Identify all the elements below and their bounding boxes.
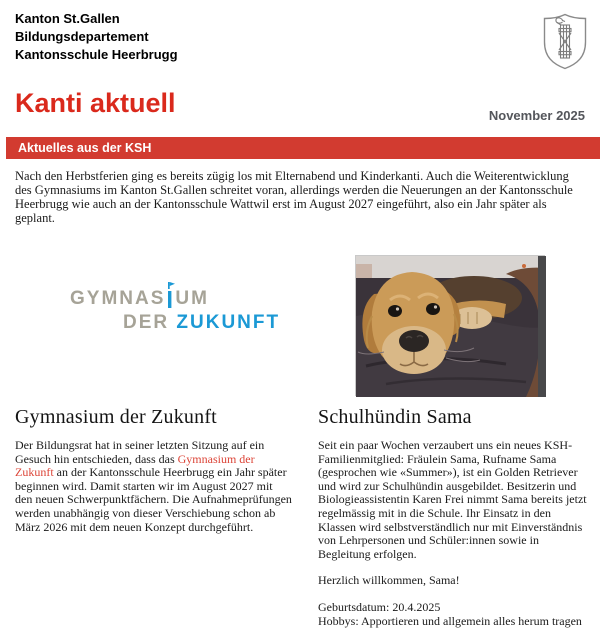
flag-icon bbox=[165, 282, 175, 308]
logo-line-1: GYMNAS UM bbox=[70, 282, 280, 311]
logo-line-2: DER ZUKUNFT bbox=[123, 312, 281, 333]
issue-date: November 2025 bbox=[488, 108, 585, 123]
section-banner bbox=[6, 137, 600, 159]
article-gymnasium-der-zukunft bbox=[15, 406, 292, 547]
birthdate-line: Geburtsdatum: 20.4.2025 bbox=[318, 599, 441, 614]
article-title: Schulhündin Sama bbox=[318, 406, 472, 428]
intro-paragraph: Nach den Herbstferien ging es bereits zügig los mit Elternabend und Kinderkanti. Auch die Weiterentwicklung des Gymnasiums im Kanton St.Gallen schreitet voran, allerdings werden die Neuerungen an der Kantonsschule Heerbrugg wie auch an der Kantonsschule Wattwil erst im August 2027 eingeführt, also ein Jahr später als geplant. bbox=[15, 169, 573, 225]
dog-photo bbox=[355, 255, 545, 396]
gymnasium-der-zukunft-logo bbox=[70, 282, 280, 335]
hobbies-line: Hobbys: Apportieren und allgemein alles herum tragen bbox=[318, 613, 582, 628]
coat-of-arms-icon bbox=[543, 13, 587, 70]
gymnasium-der-zukunft-link[interactable]: Gymnasium der Zukunft bbox=[15, 451, 255, 480]
org-block bbox=[15, 10, 178, 64]
article-title: Gymnasium der Zukunft bbox=[15, 406, 217, 428]
org-line-canton: Kanton St.Gallen bbox=[15, 11, 120, 26]
article-schulhuendin-sama bbox=[318, 406, 587, 641]
dog-facts bbox=[318, 601, 587, 628]
article-paragraph: Seit ein paar Wochen verzaubert uns ein neues KSH-Familienmitglied: Fräulein Sama, Rufname Sama (gesprochen wie «Summer»), ist ein Golden Retriever und wird zur Schulhündin ausgebildet. Besitzerin und Biologieassistentin Karen Frei nimmt Sama bereits jetzt regelmässig mit in die Schule. Ihr Einsatz in den Klassen wird selbstverständlich nur mit Einverständnis von Lehrpersonen und Schüler:innen sowie in Begleitung erfolgen. bbox=[318, 438, 587, 561]
section-banner-label: Aktuelles aus der KSH bbox=[18, 141, 152, 155]
org-line-department: Bildungsdepartement bbox=[15, 29, 149, 44]
newsletter-title: Kanti aktuell bbox=[15, 88, 176, 118]
org-line-school: Kantonsschule Heerbrugg bbox=[15, 47, 178, 62]
welcome-line: Herzlich willkommen, Sama! bbox=[318, 573, 460, 588]
article-body: Der Bildungsrat hat in seiner letzten Sitzung auf ein Gesuch hin entschieden, dass das Gymnasium der Zukunft an der Kantonsschule Heerbrugg ein Jahr später beginnen wird. Damit starten wir im August 2027 mit den neuen Schwerpunktfächern. Die Aufnahmeprüfungen werden unabhängig von dieser Verschiebung schon ab März 2026 mit dem neuen Konzept durchgeführt. bbox=[15, 438, 292, 534]
